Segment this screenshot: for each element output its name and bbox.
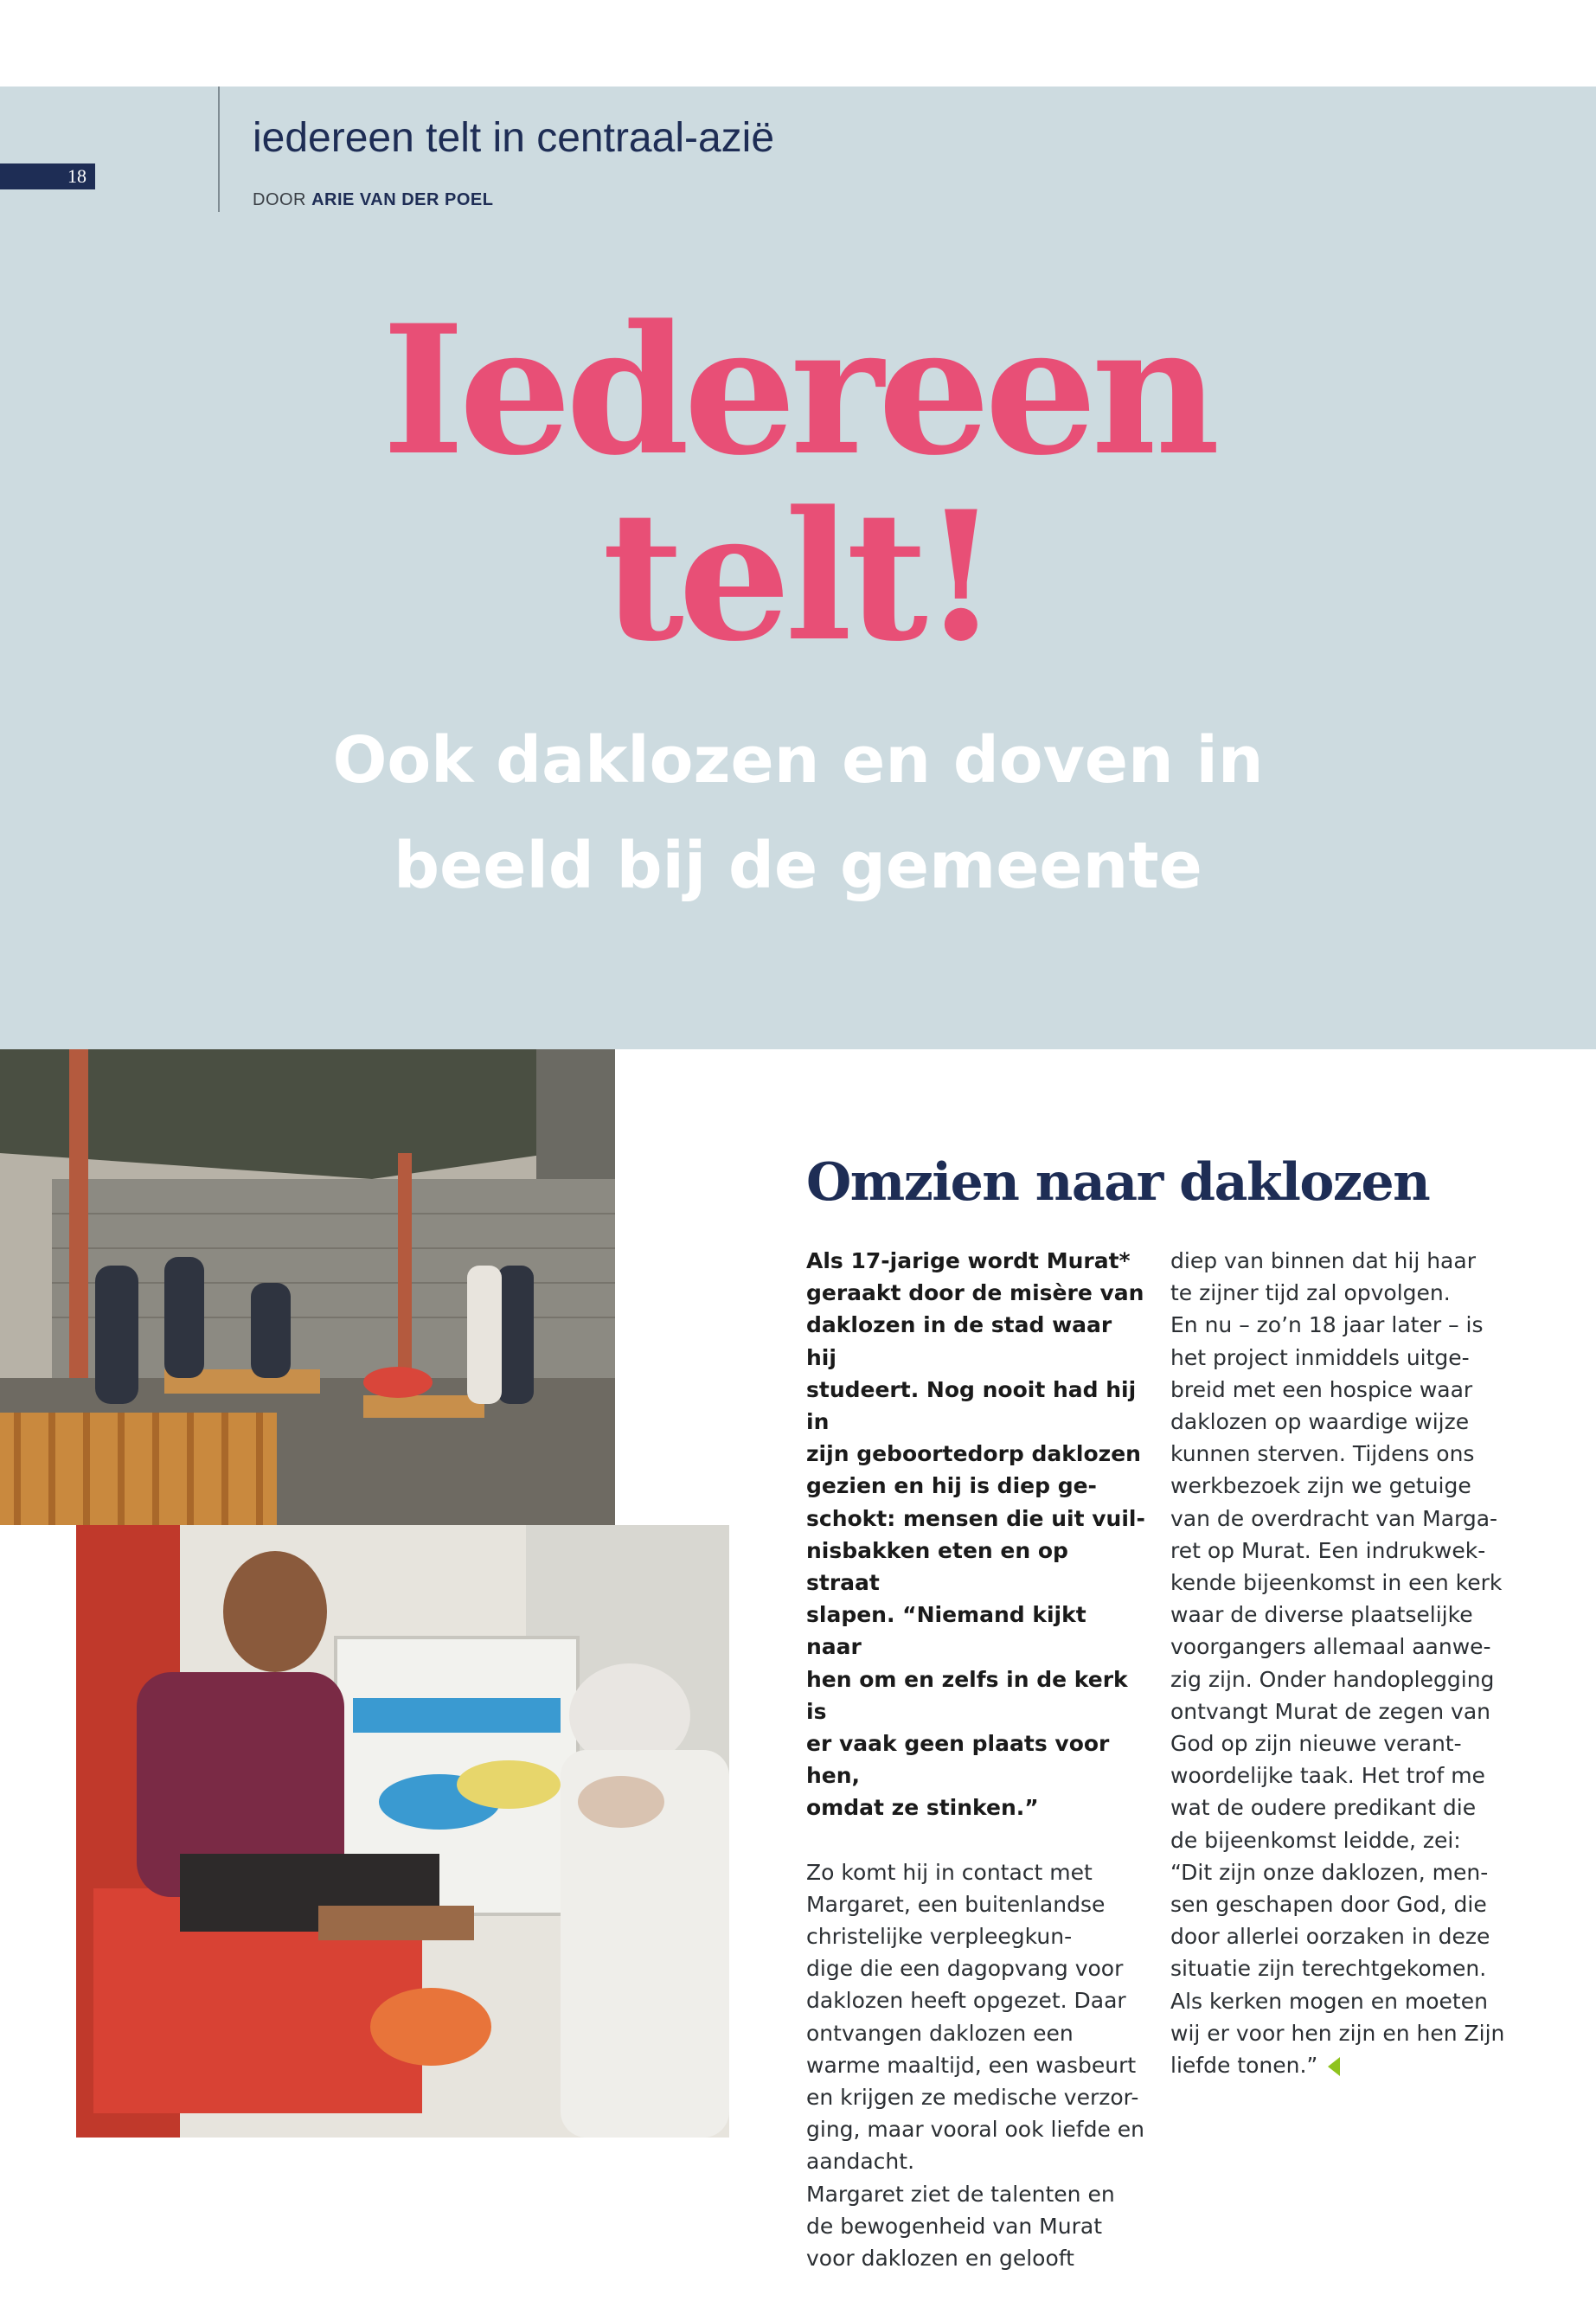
article-column-2 <box>1170 1245 1512 2081</box>
article-body-2-text: diep van binnen dat hij haar te zijner tijd zal opvolgen. En nu – zo’n 18 jaar later – is het project inmiddels uitge- breid met een hospice waar daklozen op waardige wijze kunnen sterven. Tijdens ons werkbezoek zijn we getuige van de overdracht van Marga- ret op Murat. Een indrukwek- kende bijeenkomst in een kerk waar de diverse plaatselijke voorgangers allemaal aanwe- zig zijn. Onder handoplegging ontvangt Murat de zegen van God op zijn nieuwe verant- woordelijke taak. Het trof me wat de oudere predikant die de bijeenkomst leidde, zei: “Dit zijn onze daklozen, men- sen geschapen door God, die door allerlei oorzaken in deze situatie zijn terechtgekomen. Als kerken mogen en moeten wij er voor hen zijn en hen Zijn liefde tonen.” <box>1170 1248 1505 2079</box>
byline-author: ARIE VAN DER POEL <box>311 190 494 209</box>
headline-line-1: Iedereen <box>381 287 1215 495</box>
subtitle-line-2: beeld bij de gemeente <box>394 829 1202 903</box>
section-title: iedereen telt in centraal-azië <box>253 115 775 161</box>
page-number: 18 <box>0 163 95 189</box>
subtitle-line-1: Ook daklozen en doven in <box>332 723 1264 798</box>
article-body-2 <box>1170 1245 1512 2081</box>
article-lead: Als 17-jarige wordt Murat* geraakt door de misère van daklozen in de stad waar hij studeert. Nog nooit had hij in zijn geboortedorp daklozen gezien en hij is diep ge- schokt: mensen die uit vuil- nisbakken eten en op straat slapen. “Niemand kijkt naar hen om en zelfs in de kerk is er vaak geen plaats voor hen, omdat ze stinken.” <box>806 1248 1145 1821</box>
byline-prefix: DOOR <box>253 190 306 209</box>
byline <box>253 190 493 210</box>
header-divider <box>218 87 220 212</box>
photo-foot-care <box>76 1525 729 2138</box>
end-of-article-triangle-icon <box>1328 2057 1340 2076</box>
subtitle <box>0 708 1596 919</box>
article-body-1: Zo komt hij in contact met Margaret, een buitenlandse christelijke verpleegkun- dige die een dagopvang voor daklozen heeft opgezet. Daar ontvangen daklozen een warme maaltijd, een wasbeurt en krijgen ze medische verzor- ging, maar vooral ook liefde en aandacht. Margaret ziet de talenten en de bewogenheid van Murat voor daklozen en gelooft <box>806 1859 1145 2272</box>
headline <box>0 287 1596 681</box>
article-column-1 <box>806 1245 1148 2274</box>
photo-day-shelter-courtyard <box>0 1049 615 1525</box>
article-heading: Omzien naar daklozen <box>806 1152 1430 1213</box>
headline-line-2: telt! <box>602 473 994 681</box>
